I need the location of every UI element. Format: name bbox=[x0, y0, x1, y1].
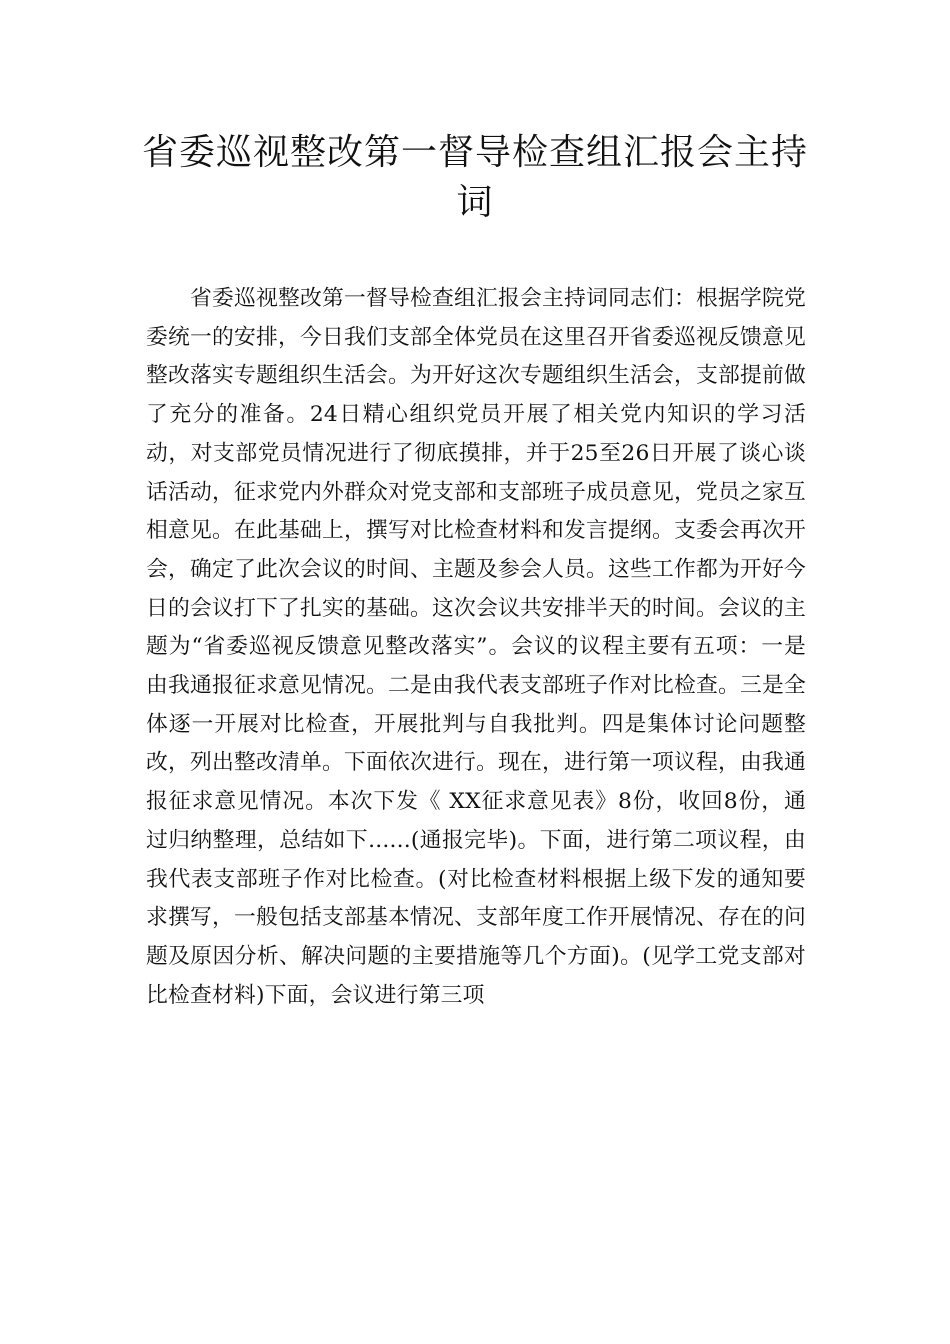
document-body-paragraph: 省委巡视整改第一督导检查组汇报会主持词同志们：根据学院党委统一的安排，今日我们支部全体党员在这里召开省委巡视反馈意见整改落实专题组织生活会。为开好这次专题组织生活会，支部提前做了充分的准备。24日精心组织党员开展了相关党内知识的学习活动，对支部党员情况进行了彻底摸排，并于25至26日开展了谈心谈话活动，征求党内外群众对党支部和支部班子成员意见，党员之家互相意见。在此基础上，撰写对比检查材料和发言提纲。支委会再次开会，确定了此次会议的时间、主题及参会人员。这些工作都为开好今日的会议打下了扎实的基础。这次会议共安排半天的时间。会议的主题为“省委巡视反馈意见整改落实”。会议的议程主要有五项：一是由我通报征求意见情况。二是由我代表支部班子作对比检查。三是全体逐一开展对比检查，开展批判与自我批判。四是集体讨论问题整改，列出整改清单。下面依次进行。现在，进行第一项议程，由我通报征求意见情况。本次下发《 XX征求意见表》8份，收回8份，通过归纳整理，总结如下......(通报完毕)。下面，进行第二项议程，由我代表支部班子作对比检查。(对比检查材料根据上级下发的通知要求撰写，一般包括支部基本情况、支部年度工作开展情况、存在的问题及原因分析、解决问题的主要措施等几个方面)。(见学工党支部对比检查材料)下面，会议进行第三项 bbox=[146, 286, 806, 1008]
document-title: 省委巡视整改第一督导检查组汇报会主持词 bbox=[141, 132, 808, 223]
